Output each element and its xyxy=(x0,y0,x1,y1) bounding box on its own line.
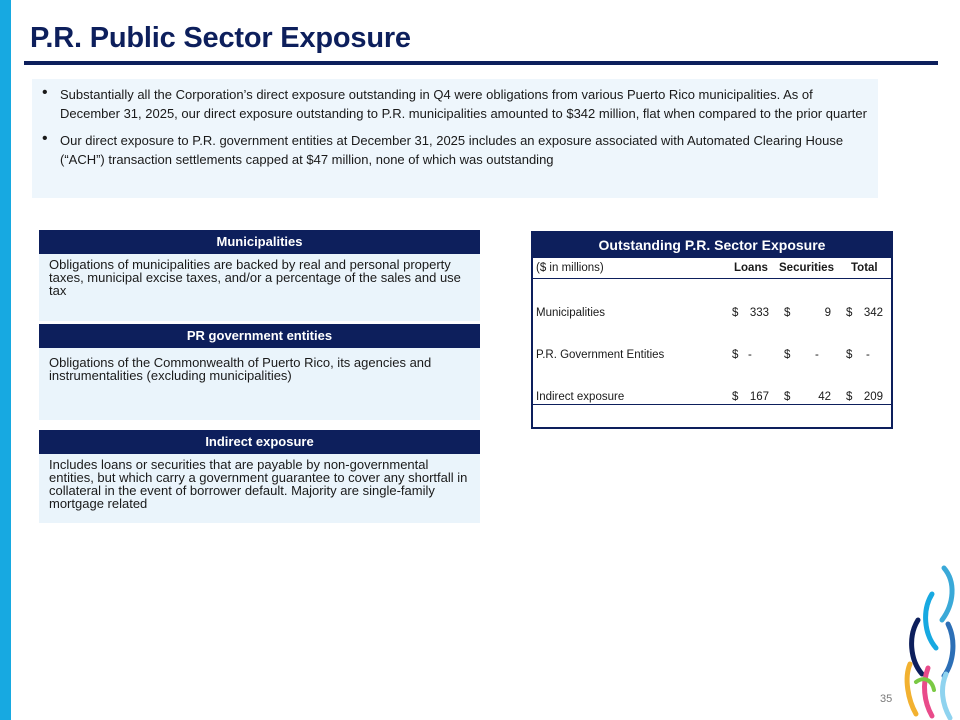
loans-value: 333 xyxy=(749,307,769,319)
table-row xyxy=(533,347,891,363)
currency-symbol: $ xyxy=(846,349,853,361)
total-value: 342 xyxy=(863,307,883,319)
currency-symbol: $ xyxy=(784,307,791,319)
municipalities-heading: Municipalities xyxy=(39,230,480,254)
government-card xyxy=(39,324,480,420)
currency-symbol: $ xyxy=(732,391,739,403)
row-label: Municipalities xyxy=(536,307,606,319)
currency-symbol: $ xyxy=(784,349,791,361)
currency-symbol: $ xyxy=(784,391,791,403)
bullet-dot-icon: • xyxy=(42,130,48,147)
exposure-table-title: Outstanding P.R. Sector Exposure xyxy=(533,233,891,258)
currency-symbol: $ xyxy=(846,391,853,403)
currency-symbol: $ xyxy=(732,349,739,361)
bullet-text: Our direct exposure to P.R. government entities at December 31, 2025 includes an exposure associated with Automated Clearing House (“ACH”) transaction settlements capped at $47 million, none of which was outstanding xyxy=(60,133,844,167)
brand-logo-icon xyxy=(902,564,960,720)
bullet-dot-icon: • xyxy=(42,84,48,101)
securities-value: 9 xyxy=(824,307,831,319)
currency-symbol: $ xyxy=(846,307,853,319)
table-row xyxy=(533,305,891,321)
page-title: P.R. Public Sector Exposure xyxy=(30,22,411,54)
page-number: 35 xyxy=(880,693,893,705)
total-value: - xyxy=(866,349,870,361)
securities-value: 42 xyxy=(818,391,831,403)
left-accent-bar xyxy=(0,0,11,720)
indirect-card xyxy=(39,430,480,523)
column-header-total: Total xyxy=(851,262,878,274)
municipalities-description: Obligations of municipalities are backed by real and personal property taxes, municipal excise taxes, and/or a percentage of the sales and use tax xyxy=(49,257,461,298)
municipalities-card xyxy=(39,230,480,321)
currency-symbol: $ xyxy=(732,307,739,319)
row-label: P.R. Government Entities xyxy=(536,349,665,361)
loans-value: - xyxy=(748,349,752,361)
units-label: ($ in millions) xyxy=(536,262,604,274)
table-row xyxy=(533,389,891,405)
indirect-description: Includes loans or securities that are payable by non-governmental entities, but which carry a government guarantee to cover any shortfall in collateral in the event of borrower default. Majority are single-family mortgage related xyxy=(49,457,468,511)
column-header-securities: Securities xyxy=(779,262,834,274)
government-heading: PR government entities xyxy=(39,324,480,348)
exposure-table-header xyxy=(533,258,891,279)
exposure-table xyxy=(531,231,893,429)
bullet-item xyxy=(42,85,868,123)
bullet-panel xyxy=(32,79,878,198)
column-header-loans: Loans xyxy=(734,262,768,274)
total-value: 209 xyxy=(863,391,883,403)
loans-value: 167 xyxy=(749,391,769,403)
government-description: Obligations of the Commonwealth of Puerto Rico, its agencies and instrumentalities (excluding municipalities) xyxy=(49,355,432,383)
indirect-heading: Indirect exposure xyxy=(39,430,480,454)
row-label: Indirect exposure xyxy=(536,391,625,403)
table-bottom-rule xyxy=(533,404,891,405)
title-divider xyxy=(24,61,938,65)
securities-value: - xyxy=(815,349,819,361)
bullet-text: Substantially all the Corporation’s direct exposure outstanding in Q4 were obligations from various Puerto Rico municipalities. As of December 31, 2025, our direct exposure outstanding to P.R. municipalities amounted to $342 million, flat when compared to the prior quarter xyxy=(60,87,867,121)
bullet-item xyxy=(42,131,868,169)
